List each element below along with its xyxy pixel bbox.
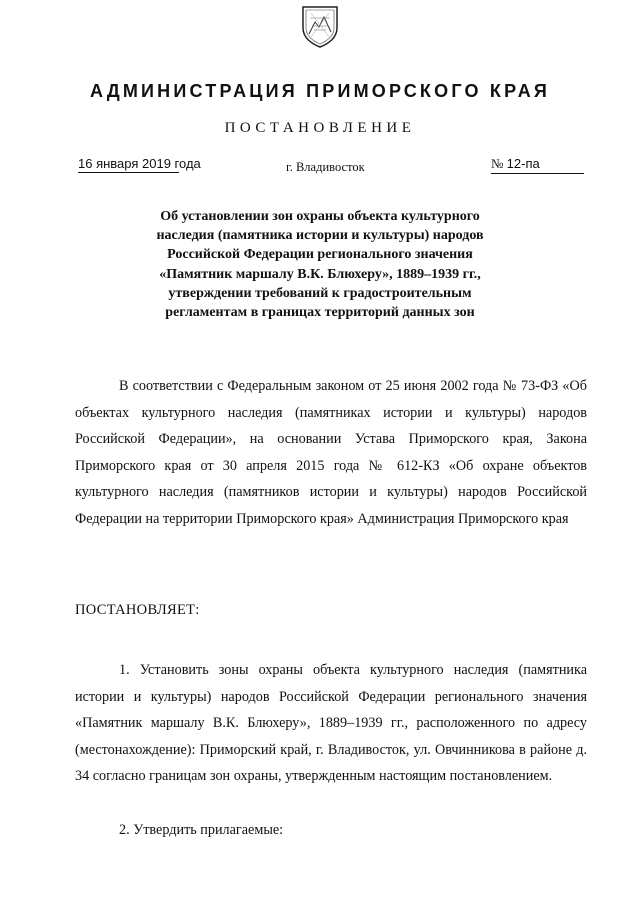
document-date: 16 января 2019 года bbox=[78, 156, 201, 171]
document-number bbox=[491, 156, 584, 174]
number-prefix: № bbox=[491, 156, 504, 171]
document-type: ПОСТАНОВЛЕНИЕ bbox=[224, 120, 416, 136]
number-value: 12-па bbox=[506, 156, 540, 171]
document-title: Об установлении зон охраны объекта культурного наследия (памятника истории и культуры) народов Российской Федерации регионального значения «Памятник маршалу В.К. Блюхеру», 1889–1939 гг., утверждении требований к градостроительным регламентам в границах территорий данных зон bbox=[156, 209, 484, 321]
decree-word: ПОСТАНОВЛЯЕТ: bbox=[75, 602, 200, 618]
preamble-paragraph: В соответствии с Федеральным законом от 25 июня 2002 года № 73-ФЗ «Об объектах культурного наследия (памятниках истории и культуры) народов Российской Федерации», на основании Устава Приморского края, Закона Приморского края от 30 апреля 2015 года № 612-КЗ «Об охране объектов культурного наследия (памятников истории и культуры) народов Российской Федерации на территории Приморского края» Администрация Приморского края bbox=[75, 378, 587, 527]
item-2-paragraph: 2. Утвердить прилагаемые: bbox=[119, 822, 284, 838]
organization-name: АДМИНИСТРАЦИЯ ПРИМОРСКОГО КРАЯ bbox=[89, 81, 551, 101]
document-city: г. Владивосток bbox=[286, 160, 365, 174]
coat-of-arms-icon bbox=[300, 4, 340, 48]
item-1-paragraph: 1. Установить зоны охраны объекта культурного наследия (памятника истории и культуры) народов Российской Федерации регионального значения «Памятник маршалу В.К. Блюхеру», 1889–1939 гг., расположенного по адресу (местонахождение): Приморский край, г. Владивосток, ул. Овчинникова в районе д. 34 согласно границам зон охраны, утвержденным настоящим постановлением. bbox=[75, 662, 587, 784]
